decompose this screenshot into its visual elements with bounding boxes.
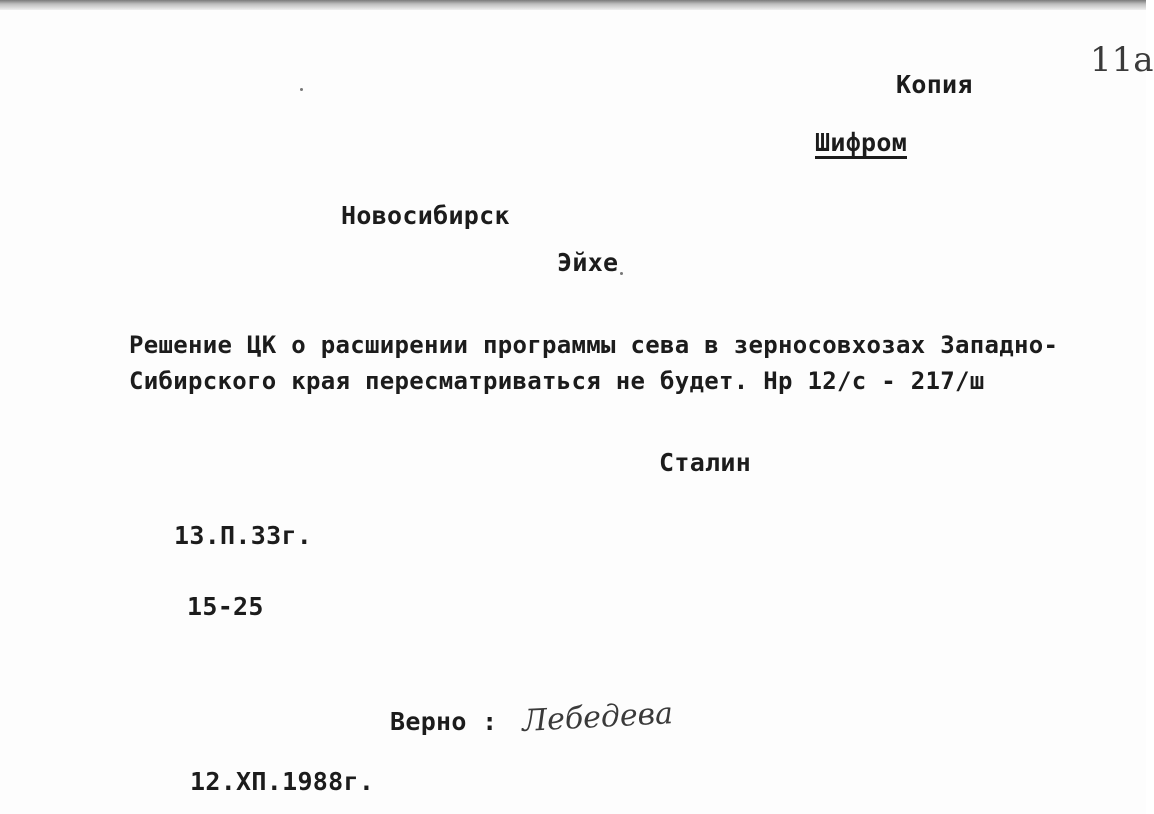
document-date: 13.П.33г. [174,521,313,550]
body-line-1: Решение ЦК о расширении программы сева в зерносовхозах Западно- [129,331,1059,359]
signatory-name: Сталин [659,448,752,477]
destination-city: Новосибирск [341,201,510,230]
body-line-2: Сибирского края пересматриваться не будет. Нр 12/с - 217/ш [129,367,985,395]
document-time: 15-25 [187,592,264,621]
addressee-name: Эйхе [557,248,619,277]
handwritten-page-number: 11a [1090,40,1154,80]
paper-speck [620,272,623,275]
cipher-label: Шифром [815,128,908,157]
certified-label: Верно : [390,707,498,736]
paper-speck [300,88,303,91]
certified-date: 12.ХП.1988г. [190,767,375,796]
certified-signature: Лебедева [521,696,674,739]
page-top-edge [0,0,1146,10]
copy-label: Копия [896,70,973,99]
